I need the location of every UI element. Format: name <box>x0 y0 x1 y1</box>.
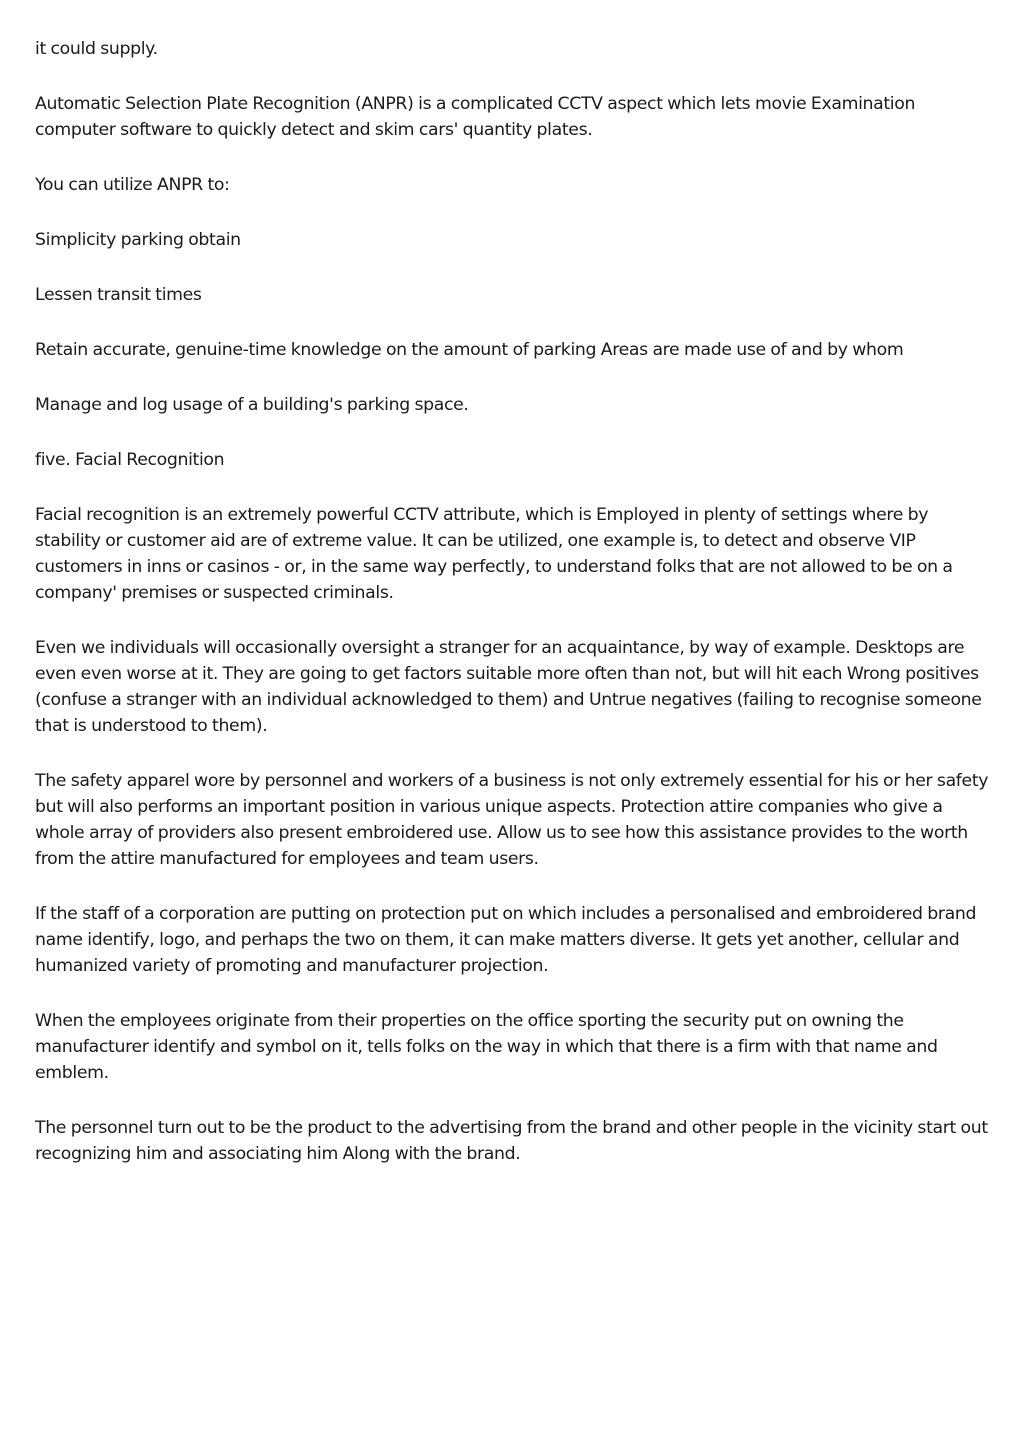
paragraph-continuation: it could supply. <box>35 39 158 59</box>
list-item-parking-access: Simplicity parking obtain <box>35 230 241 250</box>
paragraph-anpr-uses-lead: You can utilize ANPR to: <box>35 175 230 195</box>
list-item-parking-knowledge: Retain accurate, genuine-time knowledge on the amount of parking Areas are made use of and by whom <box>35 340 904 360</box>
list-item-transit-times: Lessen transit times <box>35 285 202 305</box>
paragraph-embroidered-brand: If the staff of a corporation are putting on protection put on which includes a personalised and embroidered brand name identify, logo, and perhaps the two on them, it can make matters diverse. It gets yet another, cellular and humanized variety of promoting and manufacturer projection. <box>35 904 977 976</box>
paragraph-false-positives: Even we individuals will occasionally oversight a stranger for an acquaintance, by way of example. Desktops are even even worse at it. They are going to get factors suitable more often than not, but will hit each Wrong positives (confuse a stranger with an individual acknowledged to them) and Untrue negatives (failing to recognise someone that is understood to them). <box>35 638 982 736</box>
paragraph-anpr-intro: Automatic Selection Plate Recognition (ANPR) is a complicated CCTV aspect which lets movie Examination computer software to quickly detect and skim cars' quantity plates. <box>35 94 916 140</box>
paragraph-brand-association: The personnel turn out to be the product to the advertising from the brand and other people in the vicinity start out recognizing him and associating him Along with the brand. <box>35 1118 988 1164</box>
document-body <box>35 36 995 1196</box>
list-item-log-usage: Manage and log usage of a building's parking space. <box>35 395 469 415</box>
paragraph-safety-apparel: The safety apparel wore by personnel and workers of a business is not only extremely essential for his or her safety but will also performs an important position in various unique aspects. Protection attire companies who give a whole array of providers also present embroidered use. Allow us to see how this assistance provides to the worth from the attire manufactured for employees and team users. <box>35 771 989 869</box>
section-heading-facial-recognition: five. Facial Recognition <box>35 450 225 470</box>
paragraph-facial-recognition: Facial recognition is an extremely powerful CCTV attribute, which is Employed in plenty of settings where by stability or customer aid are of extreme value. It can be utilized, one example is, to detect and observe VIP customers in inns or casinos - or, in the same way perfectly, to understand folks that are not allowed to be on a company' premises or suspected criminals. <box>35 505 953 603</box>
paragraph-employees-branding: When the employees originate from their properties on the office sporting the security put on owning the manufacturer identify and symbol on it, tells folks on the way in which that there is a firm with that name and emblem. <box>35 1011 938 1083</box>
